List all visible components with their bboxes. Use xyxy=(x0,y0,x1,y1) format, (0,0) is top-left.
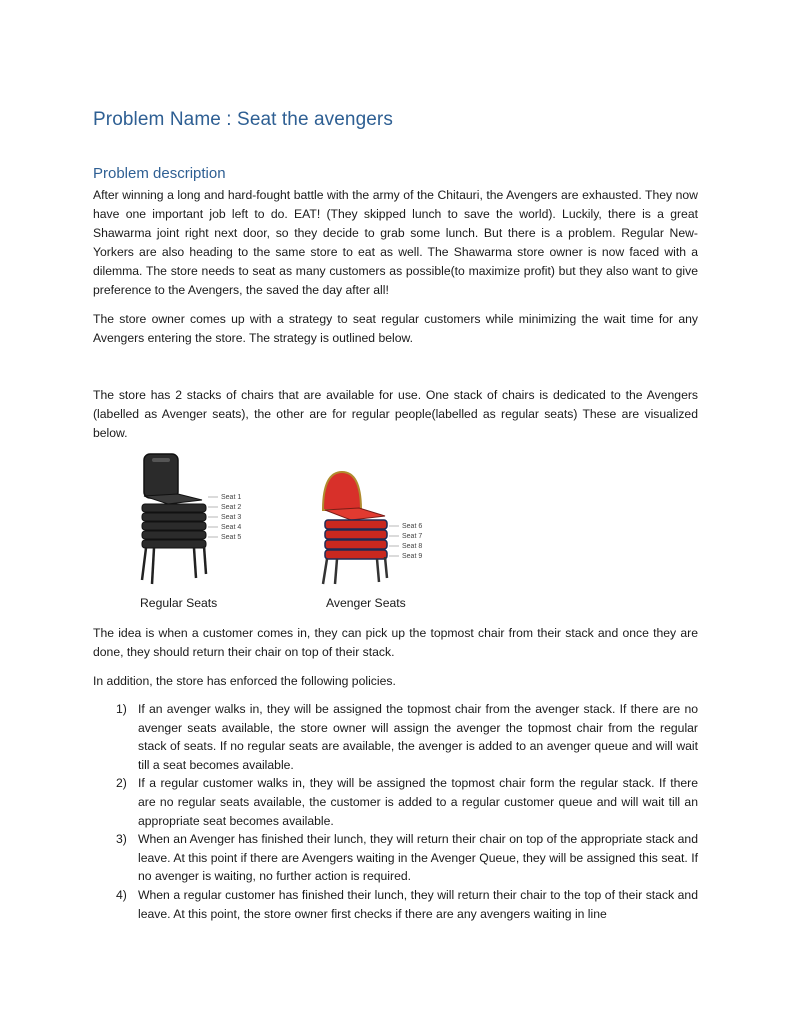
policy-item xyxy=(93,700,698,774)
seat-label: Seat 4 xyxy=(221,524,242,531)
regular-chair-stack-image xyxy=(132,450,252,586)
policies-intro-paragraph: In addition, the store has enforced the following policies. xyxy=(93,674,396,688)
regular-seats-caption: Regular Seats xyxy=(140,596,218,610)
strategy-paragraph: The store owner comes up with a strategy to seat regular customers while minimizing the wait time for any Avengers entering the store. The strategy is outlined below. xyxy=(93,312,698,345)
seat-label: Seat 9 xyxy=(402,553,423,560)
policy-item xyxy=(93,774,698,830)
seat-label: Seat 8 xyxy=(402,543,423,550)
regular-seats-figure xyxy=(132,450,252,586)
policy-text: When a regular customer has finished their lunch, they will return their chair to the top of their stack and leave. At this point, the store owner first checks if there are any avengers waiting in line xyxy=(138,887,698,921)
seat-label: Seat 6 xyxy=(402,523,423,530)
policy-item xyxy=(93,886,698,923)
stacks-paragraph: The store has 2 stacks of chairs that are available for use. One stack of chairs is dedicated to the Avengers (labelled as Avenger seats), the other are for regular people(labelled as regular seats) These are visualized below. xyxy=(93,388,698,440)
policy-text: If an avenger walks in, they will be assigned the topmost chair from the avenger stack. If there are no avenger seats available, the store owner will assign the avenger the topmost chair from the regular stack of seats. If no regular seats are available, the avenger is added to an avenger queue and will wait till a seat becomes available. xyxy=(138,702,698,772)
policy-text: If a regular customer walks in, they will be assigned the topmost chair form the regular stack. If there are no regular seats available, the customer is added to a regular customer queue and will wait till an appropriate seat becomes available. xyxy=(138,776,698,828)
section-heading: Problem description xyxy=(93,165,226,182)
seat-label: Seat 5 xyxy=(221,534,242,541)
avenger-seats-caption: Avenger Seats xyxy=(326,596,406,610)
policy-number: 3) xyxy=(116,832,127,847)
avenger-seats-figure xyxy=(315,466,435,586)
seat-label: Seat 7 xyxy=(402,533,423,540)
policy-text: When an Avenger has finished their lunch, they will return their chair on top of the appropriate stack and leave. At this point if there are Avengers waiting in the Avenger Queue, they will be assigned this seat. If no avenger is waiting, no further action is required. xyxy=(138,832,698,884)
intro-paragraph: After winning a long and hard-fought battle with the army of the Chitauri, the Avengers are exhausted. They now have one important job left to do. EAT! (They skipped lunch to save the world). Luckily, there is a great Shawarma joint right next door, so they decide to grab some lunch. But there is a problem. Regular New-Yorkers are also heading to the same store to eat as well. The Shawarma store owner is now faced with a dilemma. The store needs to seat as many customers as possible(to maximize profit) but they also want to give preference to the Avengers, the saved the day after all! xyxy=(93,188,698,297)
avenger-chair-stack-image xyxy=(315,466,435,586)
policy-item xyxy=(93,830,698,886)
policy-number: 4) xyxy=(116,887,127,902)
policy-list xyxy=(93,700,698,923)
policy-number: 2) xyxy=(116,776,127,791)
problem-title: Problem Name : Seat the avengers xyxy=(93,109,393,130)
idea-paragraph: The idea is when a customer comes in, they can pick up the topmost chair from their stack and once they are done, they should return their chair on top of their stack. xyxy=(93,626,698,659)
seat-label: Seat 3 xyxy=(221,514,242,521)
seat-label: Seat 1 xyxy=(221,494,242,501)
policy-number: 1) xyxy=(116,702,127,716)
seat-label: Seat 2 xyxy=(221,504,242,511)
